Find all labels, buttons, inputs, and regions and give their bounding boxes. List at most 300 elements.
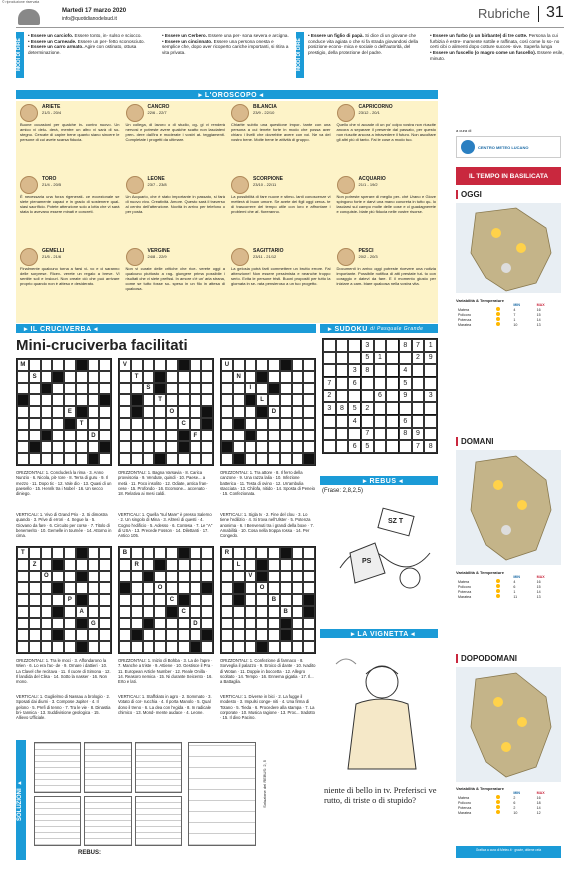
crossword-cell[interactable] [41,559,53,571]
crossword-cell[interactable] [166,629,178,641]
crossword-cell[interactable] [201,371,213,383]
sudoku-cell[interactable] [374,415,387,428]
sudoku-cell[interactable] [323,415,336,428]
crossword-cell[interactable] [52,559,64,571]
crossword-cell[interactable] [280,547,292,559]
crossword-cell[interactable] [233,641,245,653]
sudoku-cell[interactable]: 5 [348,402,361,415]
crossword-cell[interactable]: V [245,571,257,583]
crossword-cell[interactable] [64,606,76,618]
crossword-cell[interactable] [154,629,166,641]
crossword-cell[interactable] [29,430,41,442]
sudoku-cell[interactable]: 4 [348,415,361,428]
crossword-cell[interactable] [303,641,315,653]
crossword-cell[interactable] [292,453,304,465]
crossword-cell[interactable] [29,441,41,453]
crossword-cell[interactable] [17,406,29,418]
crossword-cell[interactable] [88,441,100,453]
crossword-cell[interactable] [99,406,111,418]
sudoku-cell[interactable] [386,428,399,441]
crossword-cell[interactable] [154,371,166,383]
crossword-cell[interactable] [143,394,155,406]
crossword-cell[interactable] [178,618,190,630]
crossword-cell[interactable] [76,383,88,395]
sudoku-cell[interactable] [336,339,349,352]
crossword-cell[interactable] [201,559,213,571]
crossword-cell[interactable] [303,406,315,418]
crossword-cell[interactable] [292,383,304,395]
crossword-cell[interactable] [245,406,257,418]
crossword-cell[interactable] [41,430,53,442]
crossword-cell[interactable] [99,418,111,430]
crossword-cell[interactable] [131,618,143,630]
crossword-cell[interactable] [154,641,166,653]
crossword-cell[interactable]: R [131,559,143,571]
crossword-cell[interactable]: A [76,606,88,618]
crossword-cell[interactable] [303,359,315,371]
crossword-cell[interactable] [292,406,304,418]
crossword-cell[interactable] [268,430,280,442]
crossword-cell[interactable] [64,582,76,594]
crossword-cell[interactable] [178,582,190,594]
crossword-cell[interactable] [280,441,292,453]
crossword-cell[interactable]: B [268,594,280,606]
crossword-cell[interactable] [256,371,268,383]
crossword-cell[interactable] [99,394,111,406]
crossword-cell[interactable] [52,406,64,418]
crossword-cell[interactable] [29,406,41,418]
crossword-cell[interactable] [233,629,245,641]
sudoku-cell[interactable]: 7 [323,377,336,390]
crossword-cell[interactable] [88,383,100,395]
crossword-cell[interactable] [41,441,53,453]
crossword-cell[interactable] [41,453,53,465]
crossword-cell[interactable] [41,371,53,383]
crossword-cell[interactable] [76,571,88,583]
crossword-cell[interactable] [41,618,53,630]
crossword-cell[interactable] [76,618,88,630]
crossword-cell[interactable] [166,582,178,594]
crossword-cell[interactable] [64,371,76,383]
crossword-cell[interactable]: O [166,406,178,418]
crossword-cell[interactable] [52,383,64,395]
crossword-cell[interactable] [119,629,131,641]
crossword-cell[interactable] [233,547,245,559]
crossword-cell[interactable] [190,582,202,594]
crossword-cell[interactable] [268,641,280,653]
crossword-cell[interactable]: D [88,430,100,442]
crossword-cell[interactable] [190,641,202,653]
crossword-cell[interactable] [201,594,213,606]
crossword-cell[interactable] [221,441,233,453]
crossword-cell[interactable] [88,453,100,465]
crossword-cell[interactable] [41,394,53,406]
crossword-cell[interactable] [64,641,76,653]
crossword-cell[interactable] [303,582,315,594]
crossword-cell[interactable]: D [268,406,280,418]
crossword-cell[interactable] [280,641,292,653]
crossword-cell[interactable] [221,430,233,442]
crossword-cell[interactable] [166,383,178,395]
crossword-cell[interactable] [233,383,245,395]
sudoku-cell[interactable] [336,440,349,453]
sudoku-cell[interactable] [348,352,361,365]
crossword-cell[interactable] [268,547,280,559]
crossword-cell[interactable] [99,359,111,371]
crossword-cell[interactable]: C [178,606,190,618]
crossword-cell[interactable] [233,571,245,583]
crossword-cell[interactable] [221,453,233,465]
crossword-cell[interactable] [245,629,257,641]
sudoku-cell[interactable]: 9 [399,390,412,403]
crossword-cell[interactable] [303,629,315,641]
crossword-cell[interactable] [99,582,111,594]
crossword-cell[interactable] [64,629,76,641]
crossword-cell[interactable] [166,606,178,618]
crossword-cell[interactable] [256,559,268,571]
sudoku-cell[interactable] [361,377,374,390]
crossword-cell[interactable] [143,629,155,641]
sudoku-cell[interactable] [424,402,437,415]
crossword-cell[interactable]: E [64,406,76,418]
crossword-cell[interactable] [221,641,233,653]
crossword-cell[interactable] [166,441,178,453]
crossword-cell[interactable] [268,618,280,630]
crossword-cell[interactable] [41,641,53,653]
sudoku-cell[interactable]: 7 [361,428,374,441]
crossword-cell[interactable] [52,394,64,406]
crossword-cell[interactable] [99,430,111,442]
crossword-cell[interactable] [143,618,155,630]
crossword-cell[interactable] [303,571,315,583]
crossword-cell[interactable] [245,606,257,618]
crossword-cell[interactable] [166,430,178,442]
sudoku-cell[interactable] [374,440,387,453]
sudoku-cell[interactable]: 7 [412,339,425,352]
crossword-cell[interactable] [221,594,233,606]
crossword-cell[interactable] [201,418,213,430]
crossword-cell[interactable] [17,582,29,594]
crossword-cell[interactable]: R [221,547,233,559]
crossword-cell[interactable] [154,559,166,571]
crossword-cell[interactable] [201,394,213,406]
crossword-cell[interactable] [303,594,315,606]
crossword-cell[interactable] [292,594,304,606]
crossword-cell[interactable]: O [41,571,53,583]
crossword-cell[interactable] [280,594,292,606]
sudoku-cell[interactable]: 5 [361,352,374,365]
crossword-cell[interactable] [76,582,88,594]
crossword-cell[interactable] [178,430,190,442]
crossword-cell[interactable] [143,453,155,465]
sudoku-cell[interactable] [323,428,336,441]
crossword-cell[interactable] [131,453,143,465]
crossword-cell[interactable] [268,571,280,583]
sudoku-cell[interactable] [412,402,425,415]
crossword-cell[interactable] [190,383,202,395]
crossword-cell[interactable] [143,406,155,418]
crossword-cell[interactable] [64,559,76,571]
sudoku-cell[interactable] [386,352,399,365]
crossword-cell[interactable] [233,606,245,618]
crossword-cell[interactable] [41,606,53,618]
crossword-cell[interactable] [17,594,29,606]
crossword-cell[interactable] [233,582,245,594]
crossword-cell[interactable] [245,441,257,453]
crossword-cell[interactable] [303,394,315,406]
crossword-cell[interactable] [154,359,166,371]
crossword-cell[interactable] [119,441,131,453]
sudoku-cell[interactable]: 1 [424,339,437,352]
crossword-cell[interactable] [88,418,100,430]
sudoku-cell[interactable] [348,390,361,403]
crossword-cell[interactable] [190,394,202,406]
crossword-cell[interactable] [52,441,64,453]
crossword-cell[interactable] [119,641,131,653]
crossword-cell[interactable] [233,359,245,371]
crossword-cell[interactable] [29,359,41,371]
crossword-cell[interactable] [280,394,292,406]
crossword-cell[interactable] [201,618,213,630]
crossword-cell[interactable] [221,371,233,383]
sudoku-cell[interactable] [323,364,336,377]
crossword-cell[interactable] [256,618,268,630]
crossword-cell[interactable]: B [280,606,292,618]
sudoku-cell[interactable]: 6 [399,415,412,428]
crossword-cell[interactable] [52,594,64,606]
crossword-cell[interactable] [119,418,131,430]
crossword-cell[interactable] [41,582,53,594]
crossword-cell[interactable] [99,383,111,395]
crossword-cell[interactable] [131,418,143,430]
sudoku-cell[interactable]: 9 [424,352,437,365]
crossword-cell[interactable] [268,629,280,641]
crossword-cell[interactable] [119,606,131,618]
crossword-cell[interactable] [245,359,257,371]
crossword-cell[interactable] [17,441,29,453]
crossword-cell[interactable] [29,582,41,594]
crossword-cell[interactable] [166,359,178,371]
crossword-cell[interactable] [292,394,304,406]
crossword-cell[interactable] [178,594,190,606]
crossword-cell[interactable] [280,618,292,630]
crossword-cell[interactable] [178,571,190,583]
crossword-cell[interactable] [178,406,190,418]
crossword-cell[interactable] [245,453,257,465]
crossword-cell[interactable]: I [245,383,257,395]
crossword-cell[interactable]: O [256,582,268,594]
crossword-cell[interactable] [190,571,202,583]
sudoku-cell[interactable] [412,377,425,390]
crossword-cell[interactable] [221,406,233,418]
crossword-cell[interactable] [64,453,76,465]
crossword-cell[interactable] [190,594,202,606]
crossword-cell[interactable] [52,430,64,442]
crossword-grid-1[interactable] [16,358,112,466]
crossword-cell[interactable] [154,594,166,606]
sudoku-grid[interactable] [322,338,438,454]
crossword-cell[interactable] [76,629,88,641]
crossword-cell[interactable] [280,359,292,371]
sudoku-cell[interactable] [336,364,349,377]
crossword-cell[interactable]: M [17,359,29,371]
sudoku-cell[interactable]: 3 [348,364,361,377]
crossword-cell[interactable] [303,371,315,383]
sudoku-cell[interactable]: 8 [361,364,374,377]
crossword-cell[interactable] [99,571,111,583]
crossword-cell[interactable]: T [154,394,166,406]
crossword-cell[interactable] [64,383,76,395]
crossword-cell[interactable] [280,629,292,641]
crossword-cell[interactable] [52,618,64,630]
sudoku-cell[interactable] [361,415,374,428]
sudoku-cell[interactable]: 5 [361,440,374,453]
crossword-cell[interactable] [76,394,88,406]
sudoku-cell[interactable] [386,339,399,352]
crossword-cell[interactable] [303,547,315,559]
crossword-cell[interactable] [99,594,111,606]
crossword-cell[interactable] [76,371,88,383]
crossword-cell[interactable] [201,629,213,641]
crossword-cell[interactable] [131,582,143,594]
crossword-cell[interactable] [178,641,190,653]
crossword-cell[interactable] [245,559,257,571]
crossword-cell[interactable] [64,430,76,442]
crossword-cell[interactable] [256,594,268,606]
crossword-cell[interactable] [292,641,304,653]
crossword-cell[interactable] [76,406,88,418]
crossword-cell[interactable]: V [119,359,131,371]
crossword-cell[interactable] [292,618,304,630]
crossword-cell[interactable] [29,618,41,630]
crossword-cell[interactable] [292,629,304,641]
crossword-cell[interactable] [201,383,213,395]
crossword-cell[interactable] [292,441,304,453]
sudoku-cell[interactable]: 8 [399,339,412,352]
crossword-cell[interactable] [119,394,131,406]
crossword-cell[interactable] [221,571,233,583]
crossword-cell[interactable] [303,430,315,442]
crossword-cell[interactable] [131,406,143,418]
crossword-cell[interactable] [131,547,143,559]
crossword-cell[interactable] [201,359,213,371]
crossword-cell[interactable] [17,383,29,395]
crossword-cell[interactable] [119,383,131,395]
crossword-cell[interactable] [88,594,100,606]
sudoku-cell[interactable]: 6 [348,440,361,453]
crossword-cell[interactable] [64,547,76,559]
sudoku-cell[interactable] [399,352,412,365]
crossword-cell[interactable] [245,418,257,430]
crossword-cell[interactable] [154,453,166,465]
crossword-cell[interactable] [245,582,257,594]
crossword-cell[interactable] [143,418,155,430]
crossword-cell[interactable] [201,430,213,442]
crossword-cell[interactable] [256,418,268,430]
crossword-cell[interactable] [268,418,280,430]
crossword-cell[interactable]: C [178,418,190,430]
crossword-cell[interactable] [268,371,280,383]
crossword-cell[interactable] [166,418,178,430]
crossword-cell[interactable] [256,629,268,641]
sudoku-cell[interactable] [424,415,437,428]
crossword-cell[interactable] [131,394,143,406]
crossword-cell[interactable] [143,430,155,442]
sudoku-cell[interactable]: 8 [424,440,437,453]
crossword-cell[interactable] [178,547,190,559]
crossword-grid-6[interactable] [220,546,316,654]
sudoku-cell[interactable] [424,377,437,390]
crossword-cell[interactable] [303,559,315,571]
crossword-cell[interactable] [166,571,178,583]
crossword-grid-2[interactable] [118,358,214,466]
crossword-cell[interactable] [88,394,100,406]
sudoku-cell[interactable] [412,415,425,428]
sudoku-cell[interactable]: 8 [336,402,349,415]
crossword-cell[interactable] [178,629,190,641]
crossword-cell[interactable] [256,547,268,559]
crossword-cell[interactable] [64,571,76,583]
crossword-cell[interactable] [41,547,53,559]
crossword-cell[interactable] [166,559,178,571]
crossword-cell[interactable] [41,383,53,395]
sudoku-cell[interactable] [336,428,349,441]
crossword-cell[interactable] [292,430,304,442]
crossword-cell[interactable] [17,571,29,583]
sudoku-cell[interactable] [386,440,399,453]
sudoku-cell[interactable] [386,390,399,403]
sudoku-cell[interactable] [336,390,349,403]
crossword-cell[interactable] [303,441,315,453]
crossword-cell[interactable] [76,559,88,571]
crossword-cell[interactable] [190,441,202,453]
crossword-cell[interactable] [268,606,280,618]
crossword-cell[interactable] [268,582,280,594]
crossword-cell[interactable] [268,453,280,465]
crossword-cell[interactable] [166,453,178,465]
crossword-cell[interactable]: T [76,418,88,430]
sudoku-cell[interactable]: 2 [412,352,425,365]
sudoku-cell[interactable]: 8 [399,428,412,441]
crossword-cell[interactable] [119,453,131,465]
crossword-cell[interactable] [201,606,213,618]
crossword-cell[interactable] [99,441,111,453]
crossword-cell[interactable] [256,606,268,618]
crossword-cell[interactable] [131,641,143,653]
crossword-cell[interactable] [233,618,245,630]
crossword-cell[interactable] [201,582,213,594]
crossword-cell[interactable] [292,559,304,571]
crossword-cell[interactable] [280,453,292,465]
crossword-cell[interactable] [221,606,233,618]
sudoku-cell[interactable]: 1 [374,352,387,365]
crossword-cell[interactable] [154,606,166,618]
crossword-cell[interactable] [119,594,131,606]
crossword-cell[interactable] [154,430,166,442]
crossword-cell[interactable] [233,406,245,418]
crossword-cell[interactable]: D [190,618,202,630]
crossword-cell[interactable] [178,559,190,571]
crossword-cell[interactable] [280,371,292,383]
crossword-cell[interactable] [178,441,190,453]
crossword-cell[interactable] [256,359,268,371]
crossword-cell[interactable] [41,406,53,418]
crossword-cell[interactable] [166,394,178,406]
crossword-cell[interactable] [166,371,178,383]
sudoku-cell[interactable]: 2 [323,390,336,403]
crossword-cell[interactable] [17,618,29,630]
crossword-cell[interactable] [29,394,41,406]
